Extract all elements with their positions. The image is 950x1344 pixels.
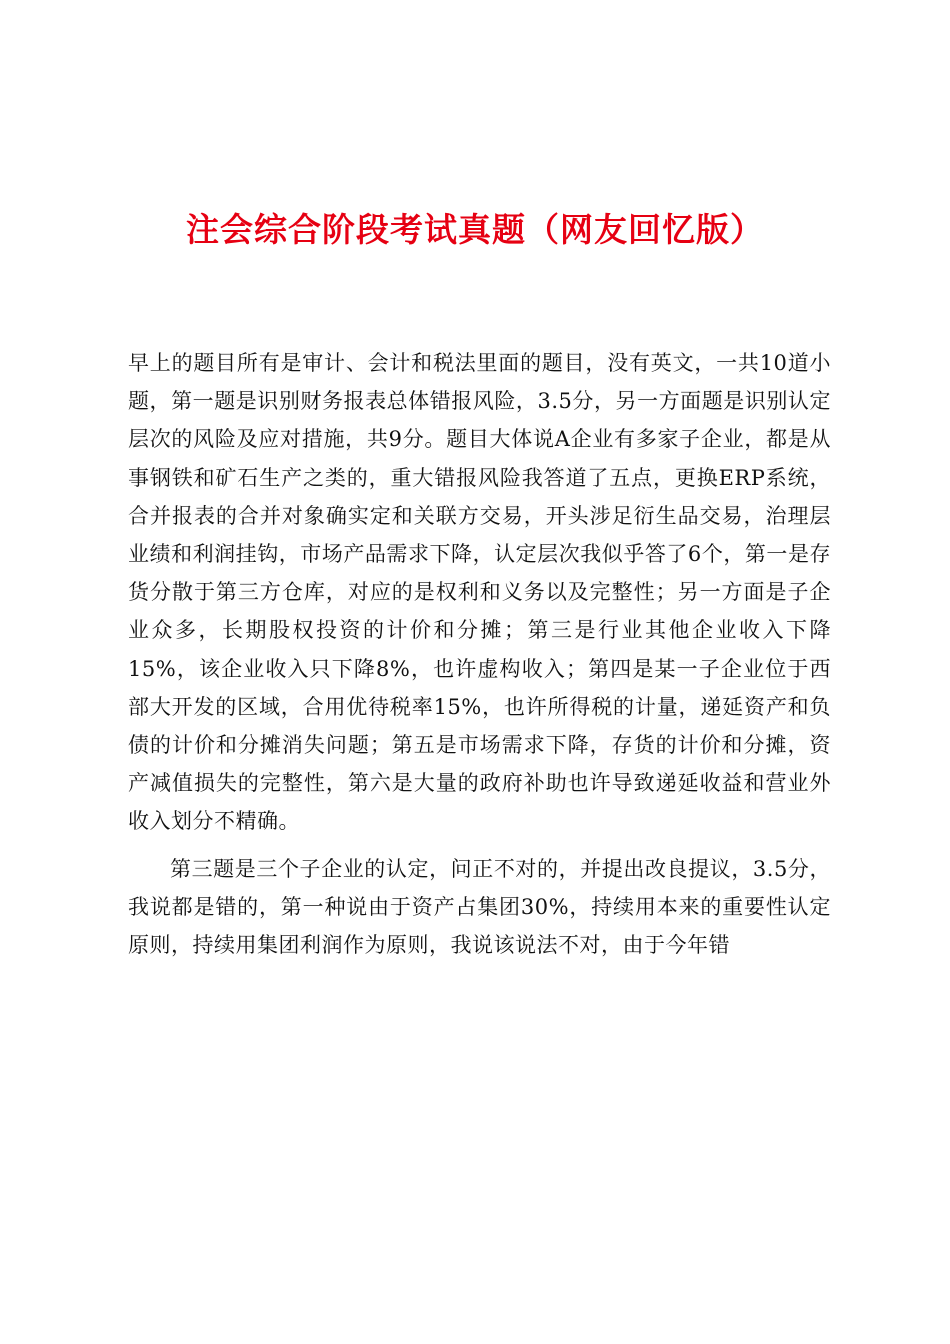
paragraph-2: 第三题是三个子企业的认定，问正不对的，并提出改良提议，3.5分，我说都是错的，第一种说由于资产占集团30%，持续用本来的重要性认定原则，持续用集团利润作为原则，我说该说法不对，由于今年错 xyxy=(128,856,831,958)
paragraph-1: 早上的题目所有是审计、会计和税法里面的题目，没有英文，一共10道小题，第一题是识别财务报表总体错报风险，3.5分，另一方面题是识别认定层次的风险及应对措施，共9分。题目大体说A企业有多家子企业，都是从事钢铁和矿石生产之类的，重大错报风险我答道了五点，更换ERP系统，合并报表的合并对象确实定和关联方交易，开头涉足衍生品交易，治理层业绩和利润挂钩，市场产品需求下降，认定层次我似乎答了6个，第一是存货分散于第三方仓库，对应的是权利和义务以及完整性；另一方面是子企业众多，长期股权投资的计价和分摊；第三是行业其他企业收入下降15%，该企业收入只下降8%，也许虚构收入；第四是某一子企业位于西部大开发的区域，合用优待税率15%，也许所得税的计量，递延资产和负债的计价和分摊消失问题；第五是市场需求下降，存货的计价和分摊，资产减值损失的完整性，第六是大量的政府补助也许导致递延收益和营业外收入划分不精确。 xyxy=(128,351,831,834)
page-title: 注会综合阶段考试真题（网友回忆版） xyxy=(186,210,764,249)
document-body xyxy=(128,344,831,964)
